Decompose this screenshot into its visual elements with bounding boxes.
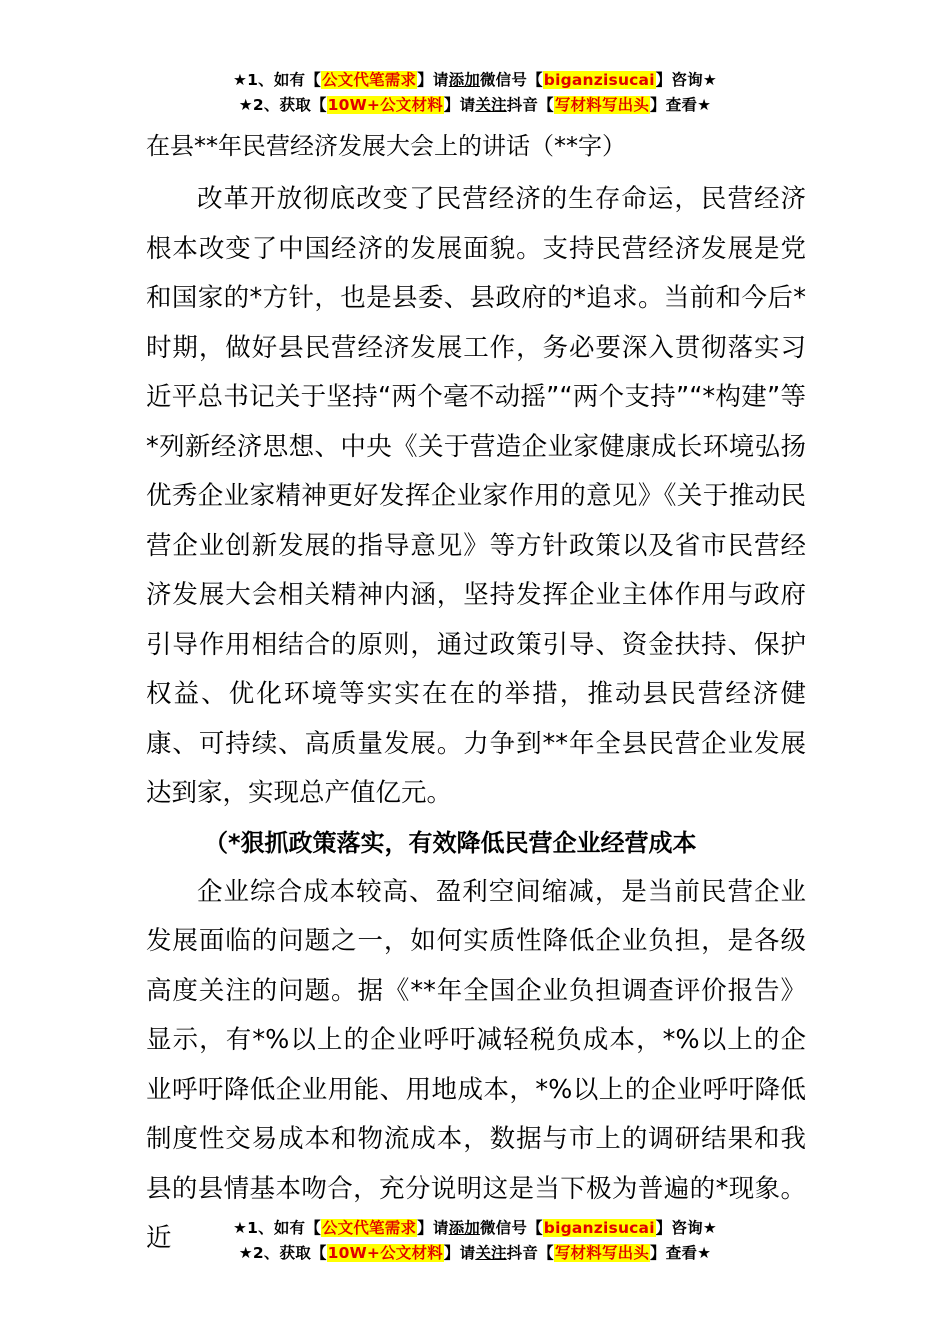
document-title: 在县**年民营经济发展大会上的讲话（**字） xyxy=(146,132,626,160)
banner-line-2: ★2、获取【10W+公文材料】请关注抖音【写材料写出头】查看★ xyxy=(238,96,712,114)
star-icon: ★ xyxy=(233,71,248,89)
footer-banner xyxy=(0,1216,950,1266)
header-banner xyxy=(0,68,950,118)
star-icon: ★ xyxy=(233,1219,248,1237)
highlight-douyin: 写材料写出头 xyxy=(554,1244,650,1262)
highlight-materials: 10W+公文材料 xyxy=(327,96,443,114)
highlight-materials: 10W+公文材料 xyxy=(327,1244,443,1262)
section-heading: （*狠抓政策落实，有效降低民营企业经营成本 xyxy=(204,828,697,857)
highlight-ghostwriting: 公文代笔需求 xyxy=(321,1219,417,1237)
star-icon: ★ xyxy=(238,96,253,114)
highlight-ghostwriting: 公文代笔需求 xyxy=(321,71,417,89)
document-body xyxy=(146,127,806,1264)
banner-line-1: ★1、如有【公文代笔需求】请添加微信号【biganzisucai】咨询★ xyxy=(233,1219,717,1237)
highlight-wechat-id: biganzisucai xyxy=(543,1219,655,1237)
paragraph-2: 企业综合成本较高、盈利空间缩减，是当前民营企业发展面临的问题之一，如何实质性降低企业负担，是各级高度关注的问题。据《**年全国企业负担调查评价报告》显示，有*%以上的企业呼吁减轻税负成本，*%以上的企业呼吁降低企业用能、用地成本，*%以上的企业呼吁降低制度性交易成本和物流成本，数据与市上的调研结果和我县的县情基本吻合，充分说明这是当下极为普遍的*现象。近 xyxy=(146,876,806,1253)
banner-line-2: ★2、获取【10W+公文材料】请关注抖音【写材料写出头】查看★ xyxy=(238,1244,712,1262)
highlight-wechat-id: biganzisucai xyxy=(543,71,655,89)
highlight-douyin: 写材料写出头 xyxy=(554,96,650,114)
star-icon: ★ xyxy=(238,1244,253,1262)
paragraph-1: 改革开放彻底改变了民营经济的生存命运，民营经济根本改变了中国经济的发展面貌。支持民营经济发展是党和国家的*方针，也是县委、县政府的*追求。当前和今后*时期，做好县民营经济发展工作，务必要深入贯彻落实习近平总书记关于坚持“两个毫不动摇”“两个支持”“*构建”等*列新经济思想、中央《关于营造企业家健康成长环境弘扬优秀企业家精神更好发挥企业家作用的意见》《关于推动民营企业创新发展的指导意见》等方针政策以及省市民营经济发展大会相关精神内涵，坚持发挥企业主体作用与政府引导作用相结合的原则，通过政策引导、资金扶持、保护权益、优化环境等实实在在的举措，推动县民营经济健康、可持续、高质量发展。力争到**年全县民营企业发展达到家，实现总产值亿元。 xyxy=(146,184,806,808)
banner-line-1: ★1、如有【公文代笔需求】请添加微信号【biganzisucai】咨询★ xyxy=(233,71,717,89)
